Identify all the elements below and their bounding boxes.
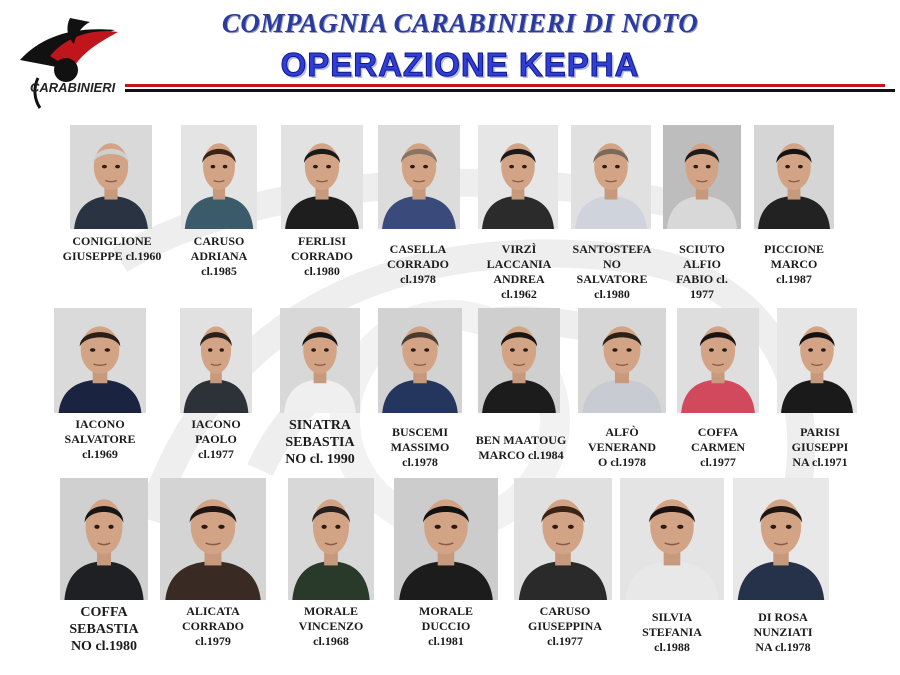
mugshot-photo bbox=[478, 125, 558, 229]
mugshot-photo bbox=[394, 478, 498, 600]
mugshot-photo bbox=[754, 125, 834, 229]
mugshot-photo bbox=[514, 478, 612, 600]
carabinieri-logo bbox=[10, 8, 125, 116]
person-name-label: SINATRA SEBASTIA NO cl. 1990 bbox=[285, 418, 355, 467]
mugshot-photo bbox=[281, 125, 363, 229]
mugshot-photo bbox=[578, 308, 666, 413]
mugshot-photo bbox=[777, 308, 857, 413]
mugshot-photo bbox=[677, 308, 759, 413]
mugshot-photo bbox=[180, 308, 252, 413]
person-name-label: SANTOSTEFA NO SALVATORE cl.1980 bbox=[572, 242, 652, 301]
mugshot-photo bbox=[571, 125, 651, 229]
person-name-label: PARISI GIUSEPPI NA cl.1971 bbox=[791, 425, 849, 469]
person-name-label: CARUSO ADRIANA cl.1985 bbox=[190, 234, 248, 278]
mugshot-photo bbox=[478, 308, 560, 413]
mugshot-photo bbox=[663, 125, 741, 229]
mugshot-photo bbox=[733, 478, 829, 600]
person-name-label: BEN MAATOUG MARCO cl.1984 bbox=[475, 433, 567, 462]
person-name-label: BUSCEMI MASSIMO cl.1978 bbox=[390, 425, 450, 469]
mugshot-photo bbox=[70, 125, 152, 229]
mugshot-photo bbox=[60, 478, 148, 600]
person-name-label: VIRZÌ LACCANIA ANDREA cl.1962 bbox=[486, 242, 552, 301]
person-name-label: MORALE VINCENZO cl.1968 bbox=[298, 604, 364, 648]
header-rule-black bbox=[125, 89, 895, 92]
mugshot-photo bbox=[288, 478, 374, 600]
person-name-label: IACONO PAOLO cl.1977 bbox=[191, 417, 241, 461]
mugshot-photo bbox=[160, 478, 266, 600]
mugshot-photo bbox=[378, 308, 462, 413]
person-name-label: DI ROSA NUNZIATI NA cl.1978 bbox=[753, 610, 813, 654]
person-name-label: COFFA CARMEN cl.1977 bbox=[691, 425, 745, 469]
operation-title: OPERAZIONE KEPHA bbox=[280, 46, 640, 83]
person-name-label: ALFÒ VENERAND O cl.1978 bbox=[587, 425, 656, 469]
person-name-label: MORALE DUCCIO cl.1981 bbox=[419, 604, 473, 648]
mugshot-photo bbox=[280, 308, 360, 413]
person-name-label: SCIUTO ALFIO FABIO cl. 1977 bbox=[676, 242, 728, 301]
person-name-label: IACONO SALVATORE cl.1969 bbox=[64, 417, 136, 461]
page-title: COMPAGNIA CARABINIERI DI NOTO bbox=[221, 8, 699, 38]
person-name-label: SILVIA STEFANIA cl.1988 bbox=[642, 610, 702, 654]
person-name-label: FERLISI CORRADO cl.1980 bbox=[291, 234, 353, 278]
person-name-label: CASELLA CORRADO cl.1978 bbox=[387, 242, 449, 286]
person-name-label: CONIGLIONE GIUSEPPE cl.1960 bbox=[62, 234, 162, 263]
person-name-label: COFFA SEBASTIA NO cl.1980 bbox=[69, 605, 139, 654]
mugshot-photo bbox=[620, 478, 724, 600]
person-name-label: CARUSO GIUSEPPINA cl.1977 bbox=[527, 604, 602, 648]
logo-text: CARABINIERI bbox=[30, 80, 116, 95]
person-name-label: ALICATA CORRADO cl.1979 bbox=[182, 604, 244, 648]
mugshot-photo bbox=[54, 308, 146, 413]
mugshot-photo bbox=[378, 125, 460, 229]
mugshot-photo bbox=[181, 125, 257, 229]
header-rule-red bbox=[125, 84, 885, 87]
person-name-label: PICCIONE MARCO cl.1987 bbox=[763, 242, 824, 286]
